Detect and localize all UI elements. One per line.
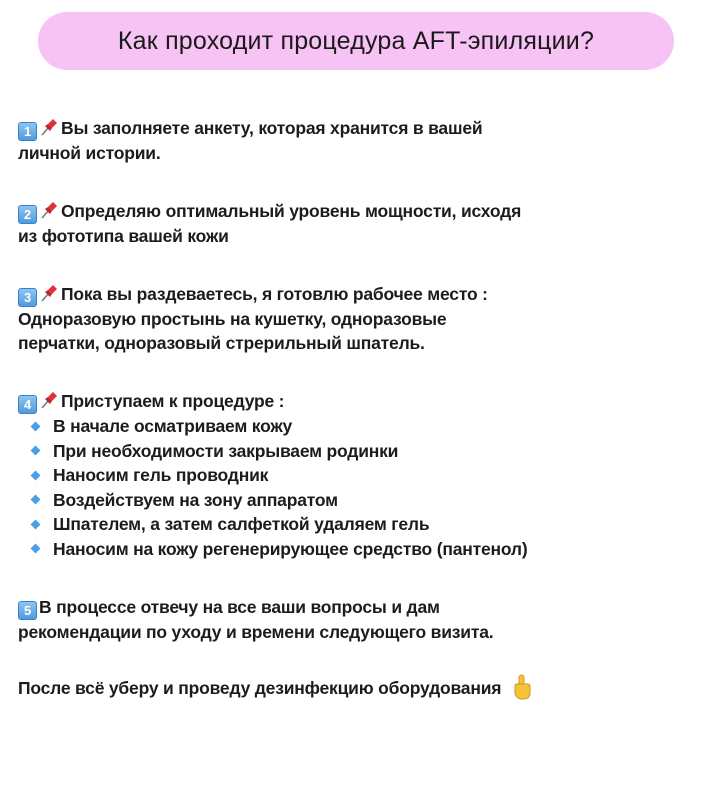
final-note-text: После всё уберу и проведу дезинфекцию оборудования [18, 678, 502, 698]
keycap-three-icon: 3 [18, 288, 37, 307]
step-3 [18, 282, 694, 355]
pushpin-icon [39, 200, 59, 220]
step-3-line-2: Одноразовую простынь на кушетку, одноразовые [18, 309, 447, 329]
blue-diamond-icon [31, 470, 41, 480]
step-4-heading: Приступаем к процедуре : [61, 391, 285, 411]
blue-diamond-icon [31, 495, 41, 505]
step-4-bullet-list [18, 414, 694, 561]
step-5-line-2: рекомендации по уходу и времени следующего визита. [18, 622, 494, 642]
list-item: Воздействуем на зону аппаратом [30, 488, 694, 513]
pushpin-icon [39, 390, 59, 410]
blue-diamond-icon [31, 446, 41, 456]
blue-diamond-icon [31, 421, 41, 431]
list-item: Наносим на кожу регенерирующее средство (пантенол) [30, 537, 694, 562]
step-4 [18, 389, 694, 561]
pushpin-icon [39, 283, 59, 303]
procedure-steps [18, 116, 694, 700]
keycap-one-icon: 1 [18, 122, 37, 141]
list-item: При необходимости закрываем родинки [30, 439, 694, 464]
step-5 [18, 595, 694, 644]
final-note [18, 674, 694, 700]
blue-diamond-icon [31, 544, 41, 554]
keycap-two-icon: 2 [18, 205, 37, 224]
keycap-four-icon: 4 [18, 395, 37, 414]
pushpin-icon [39, 117, 59, 137]
blue-diamond-icon [31, 519, 41, 529]
page-title: Как проходит процедура AFT-эпиляции? [117, 26, 595, 55]
step-1-line-2: личной истории. [18, 143, 161, 163]
step-2-line-1: Определяю оптимальный уровень мощности, исходя [61, 201, 522, 221]
pointing-up-hand-icon [511, 674, 533, 700]
list-item: Наносим гель проводник [30, 463, 694, 488]
step-1 [18, 116, 694, 165]
list-item: Шпателем, а затем салфеткой удаляем гель [30, 512, 694, 537]
step-3-line-3: перчатки, одноразовый стрерильный шпатель. [18, 333, 425, 353]
step-5-line-1: В процессе отвечу на все ваши вопросы и дам [39, 597, 440, 617]
step-2-line-2: из фототипа вашей кожи [18, 226, 229, 246]
list-item: В начале осматриваем кожу [30, 414, 694, 439]
step-1-line-1: Вы заполняете анкету, которая хранится в вашей [61, 118, 483, 138]
step-2 [18, 199, 694, 248]
step-3-line-1: Пока вы раздеваетесь, я готовлю рабочее место : [61, 284, 488, 304]
keycap-five-icon: 5 [18, 601, 37, 620]
title-banner [38, 12, 674, 70]
